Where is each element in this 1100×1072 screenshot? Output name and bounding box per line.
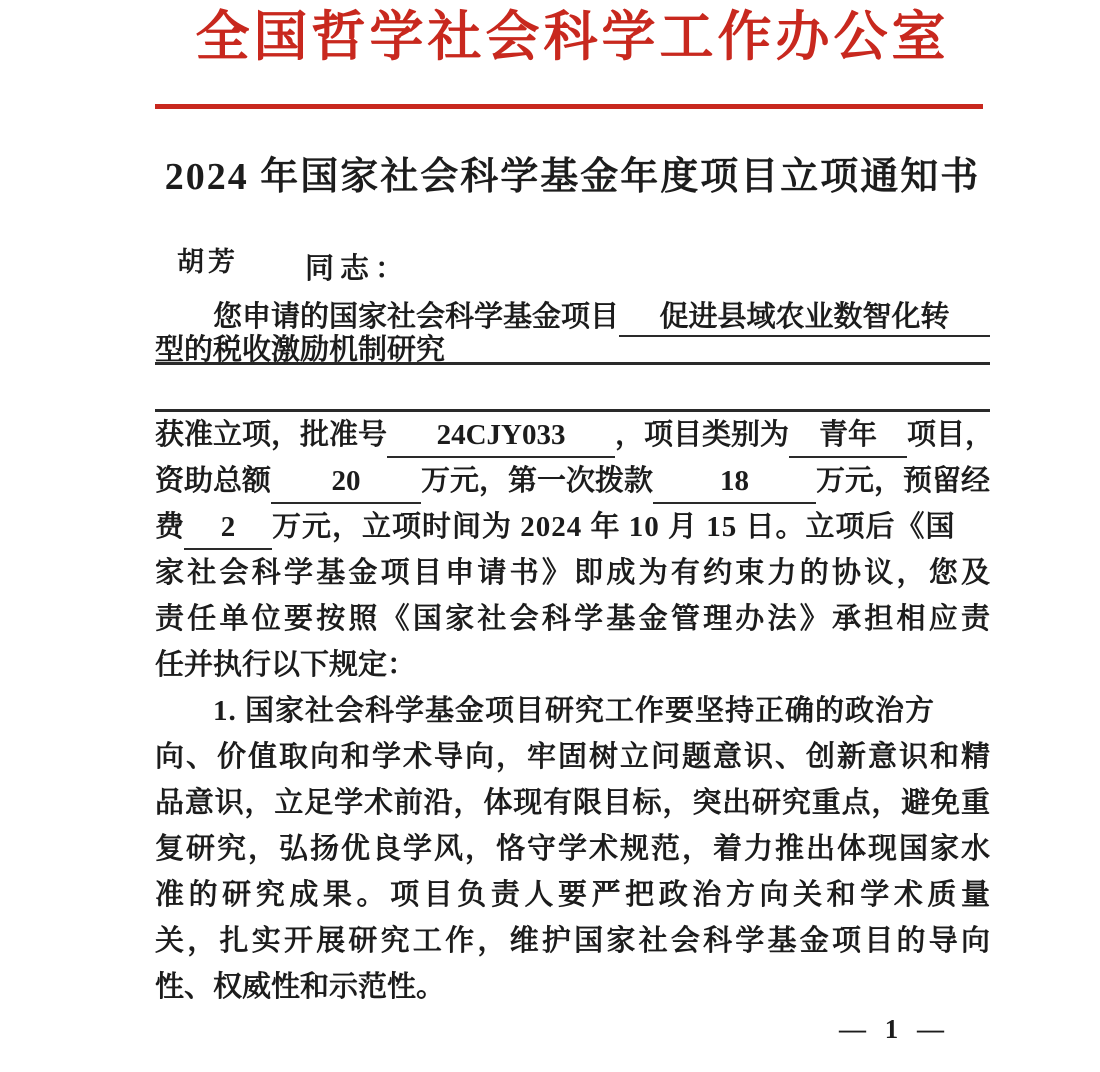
intro-prefix: 您申请的国家社会科学基金项目 (213, 301, 620, 333)
funding-total-label: 资助总额 (155, 465, 272, 497)
regulation-line-7: 性、权威性和示范性。 (155, 971, 446, 1003)
approval-pre: 获准立项，批准号 (155, 419, 388, 451)
fee-label: 费 (155, 511, 185, 543)
recipient-salutation: 同志： (305, 253, 411, 285)
approval-line-2 (155, 458, 990, 504)
approval-line-5: 责任单位要按照《国家社会科学基金管理办法》承担相应责 (155, 603, 990, 635)
recipient-name: 胡芳 (177, 247, 239, 277)
page-number: — 1 — (839, 1014, 950, 1044)
regulation-line-4: 复研究，弘扬优良学风，恪守学术规范，着力推出体现国家水 (155, 833, 990, 865)
approval-date-text: 万元，立项时间为 2024 年 10 月 15 日。立项后《国 (272, 511, 956, 543)
letterhead-rule (155, 104, 983, 109)
regulation-section (155, 688, 990, 1010)
regulation-line-6: 关，扎实开展研究工作，维护国家社会科学基金项目的导向 (155, 925, 990, 957)
approval-line-1 (155, 412, 995, 458)
approval-line-4: 家社会科学基金项目申请书》即成为有约束力的协议，您及 (155, 557, 990, 589)
regulation-line-1-text: 1. 国家社会科学基金项目研究工作要坚持正确的政治方 (213, 695, 936, 727)
document-content (0, 6, 1100, 1010)
regulation-line-5: 准的研究成果。项目负责人要严把政治方向关和学术质量 (155, 879, 990, 911)
approval-section (155, 412, 995, 688)
category-blank: 青年 (789, 414, 907, 458)
intro-line-1 (155, 297, 990, 337)
project-title-blank-line2: 型的税收激励机制研究 (155, 337, 990, 365)
recipient-row (155, 235, 990, 287)
approval-mid: ，项目类别为 (615, 419, 790, 451)
regulation-line-1 (155, 688, 990, 734)
reserved-amount-blank: 2 (184, 506, 272, 550)
document-title: 2024 年国家社会科学基金年度项目立项通知书 (164, 156, 981, 198)
regulation-line-3: 品意识，立足学术前沿，体现有限目标，突出研究重点，避免重 (155, 787, 990, 819)
approval-number-blank: 24CJY033 (387, 414, 615, 458)
first-payment-blank: 18 (653, 460, 816, 504)
first-payment-label: 万元，第一次拨款 (421, 465, 654, 497)
letterhead-office-name: 全国哲学社会科学工作办公室 (195, 7, 950, 67)
approval-line-3 (155, 504, 990, 550)
reserved-label: 万元，预留经 (815, 465, 990, 497)
project-title-blank-line1: 促进县域农业数智化转 (619, 299, 990, 337)
regulation-line-2: 向、价值取向和学术导向，牢固树立问题意识、创新意识和精 (155, 741, 990, 773)
approval-line-6: 任并执行以下规定： (155, 649, 417, 681)
total-amount-blank: 20 (271, 460, 421, 504)
approval-post: 项目， (907, 419, 995, 451)
project-title-blank-line3 (155, 365, 990, 412)
